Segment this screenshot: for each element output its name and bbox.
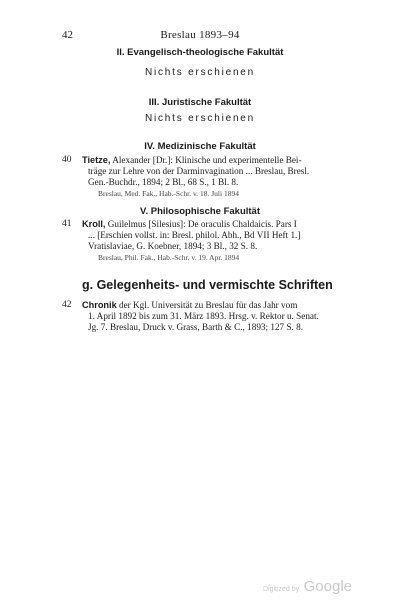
entry-41-note: Breslau, Phil. Fak., Hab.-Schr. v. 19. Apr. 1894 bbox=[98, 253, 240, 262]
digitized-by-google-watermark bbox=[263, 578, 352, 596]
heading-law-faculty: III. Juristische Fakultät bbox=[148, 97, 252, 108]
entry-41-number: 41 bbox=[62, 219, 72, 229]
entry-41-line-3: Vratislaviae, G. Koebner, 1894; 3 Bl., 32 S. 8. bbox=[88, 241, 258, 251]
entry-40-author: Tietze, bbox=[82, 155, 111, 165]
entry-40-note: Breslau, Med. Fak., Hab.-Schr. v. 18. Juli 1894 bbox=[98, 189, 239, 198]
entry-42-author: Chronik bbox=[82, 300, 117, 310]
entry-41-author: Kroll, bbox=[82, 219, 106, 229]
entry-40-number: 40 bbox=[62, 155, 72, 165]
entry-42-line-3: Jg. 7. Breslau, Druck v. Grass, Barth & C., 1893; 127 S. 8. bbox=[88, 322, 304, 332]
page-number: 42 bbox=[62, 29, 73, 41]
heading-philosophy-faculty: V. Philosophische Fakultät bbox=[139, 206, 260, 217]
watermark-prefix: Digitized by bbox=[262, 586, 300, 593]
entry-42-line-1 bbox=[82, 300, 297, 311]
theology-none-notice: Nichts erschienen bbox=[144, 67, 256, 78]
entry-41-title-start: Guilelmus [Silesius]: De oraculis Chaldaicis. Pars I bbox=[105, 219, 297, 229]
watermark-brand: Google bbox=[303, 578, 352, 595]
entry-42-title-start: der Kgl. Universität zu Breslau für das Jahr vom bbox=[116, 300, 298, 310]
entry-41-line-1 bbox=[82, 219, 297, 230]
entry-40-line-2: träge zur Lehre von der Darminvagination ... Breslau, Bresl. bbox=[88, 166, 310, 176]
running-title: Breslau 1893–94 bbox=[160, 29, 240, 41]
law-none-notice: Nichts erschienen bbox=[144, 113, 256, 124]
entry-42-line-2: 1. April 1892 bis zum 31. März 1893. Hrsg. v. Rektor u. Senat. bbox=[88, 311, 319, 321]
heading-theology-faculty: II. Evangelisch-theologische Fakultät bbox=[116, 47, 284, 58]
entry-40-line-3: Gen.-Buchdr., 1894; 2 Bl., 68 S., 1 Bl. 8. bbox=[88, 177, 239, 187]
section-g-title: g. Gelegenheits- und vermischte Schriften bbox=[82, 278, 333, 292]
entry-42-number: 42 bbox=[62, 300, 72, 310]
entry-41-line-2: ... [Erschien vollst. in: Bresl. philol. Abh., Bd VII Heft 1.] bbox=[88, 230, 301, 240]
entry-40-line-1 bbox=[82, 155, 302, 166]
heading-medical-faculty: IV. Medizinische Fakultät bbox=[144, 141, 256, 152]
entry-40-title-start: Alexander [Dr.]: Klinische und experimentelle Bei- bbox=[110, 155, 302, 165]
